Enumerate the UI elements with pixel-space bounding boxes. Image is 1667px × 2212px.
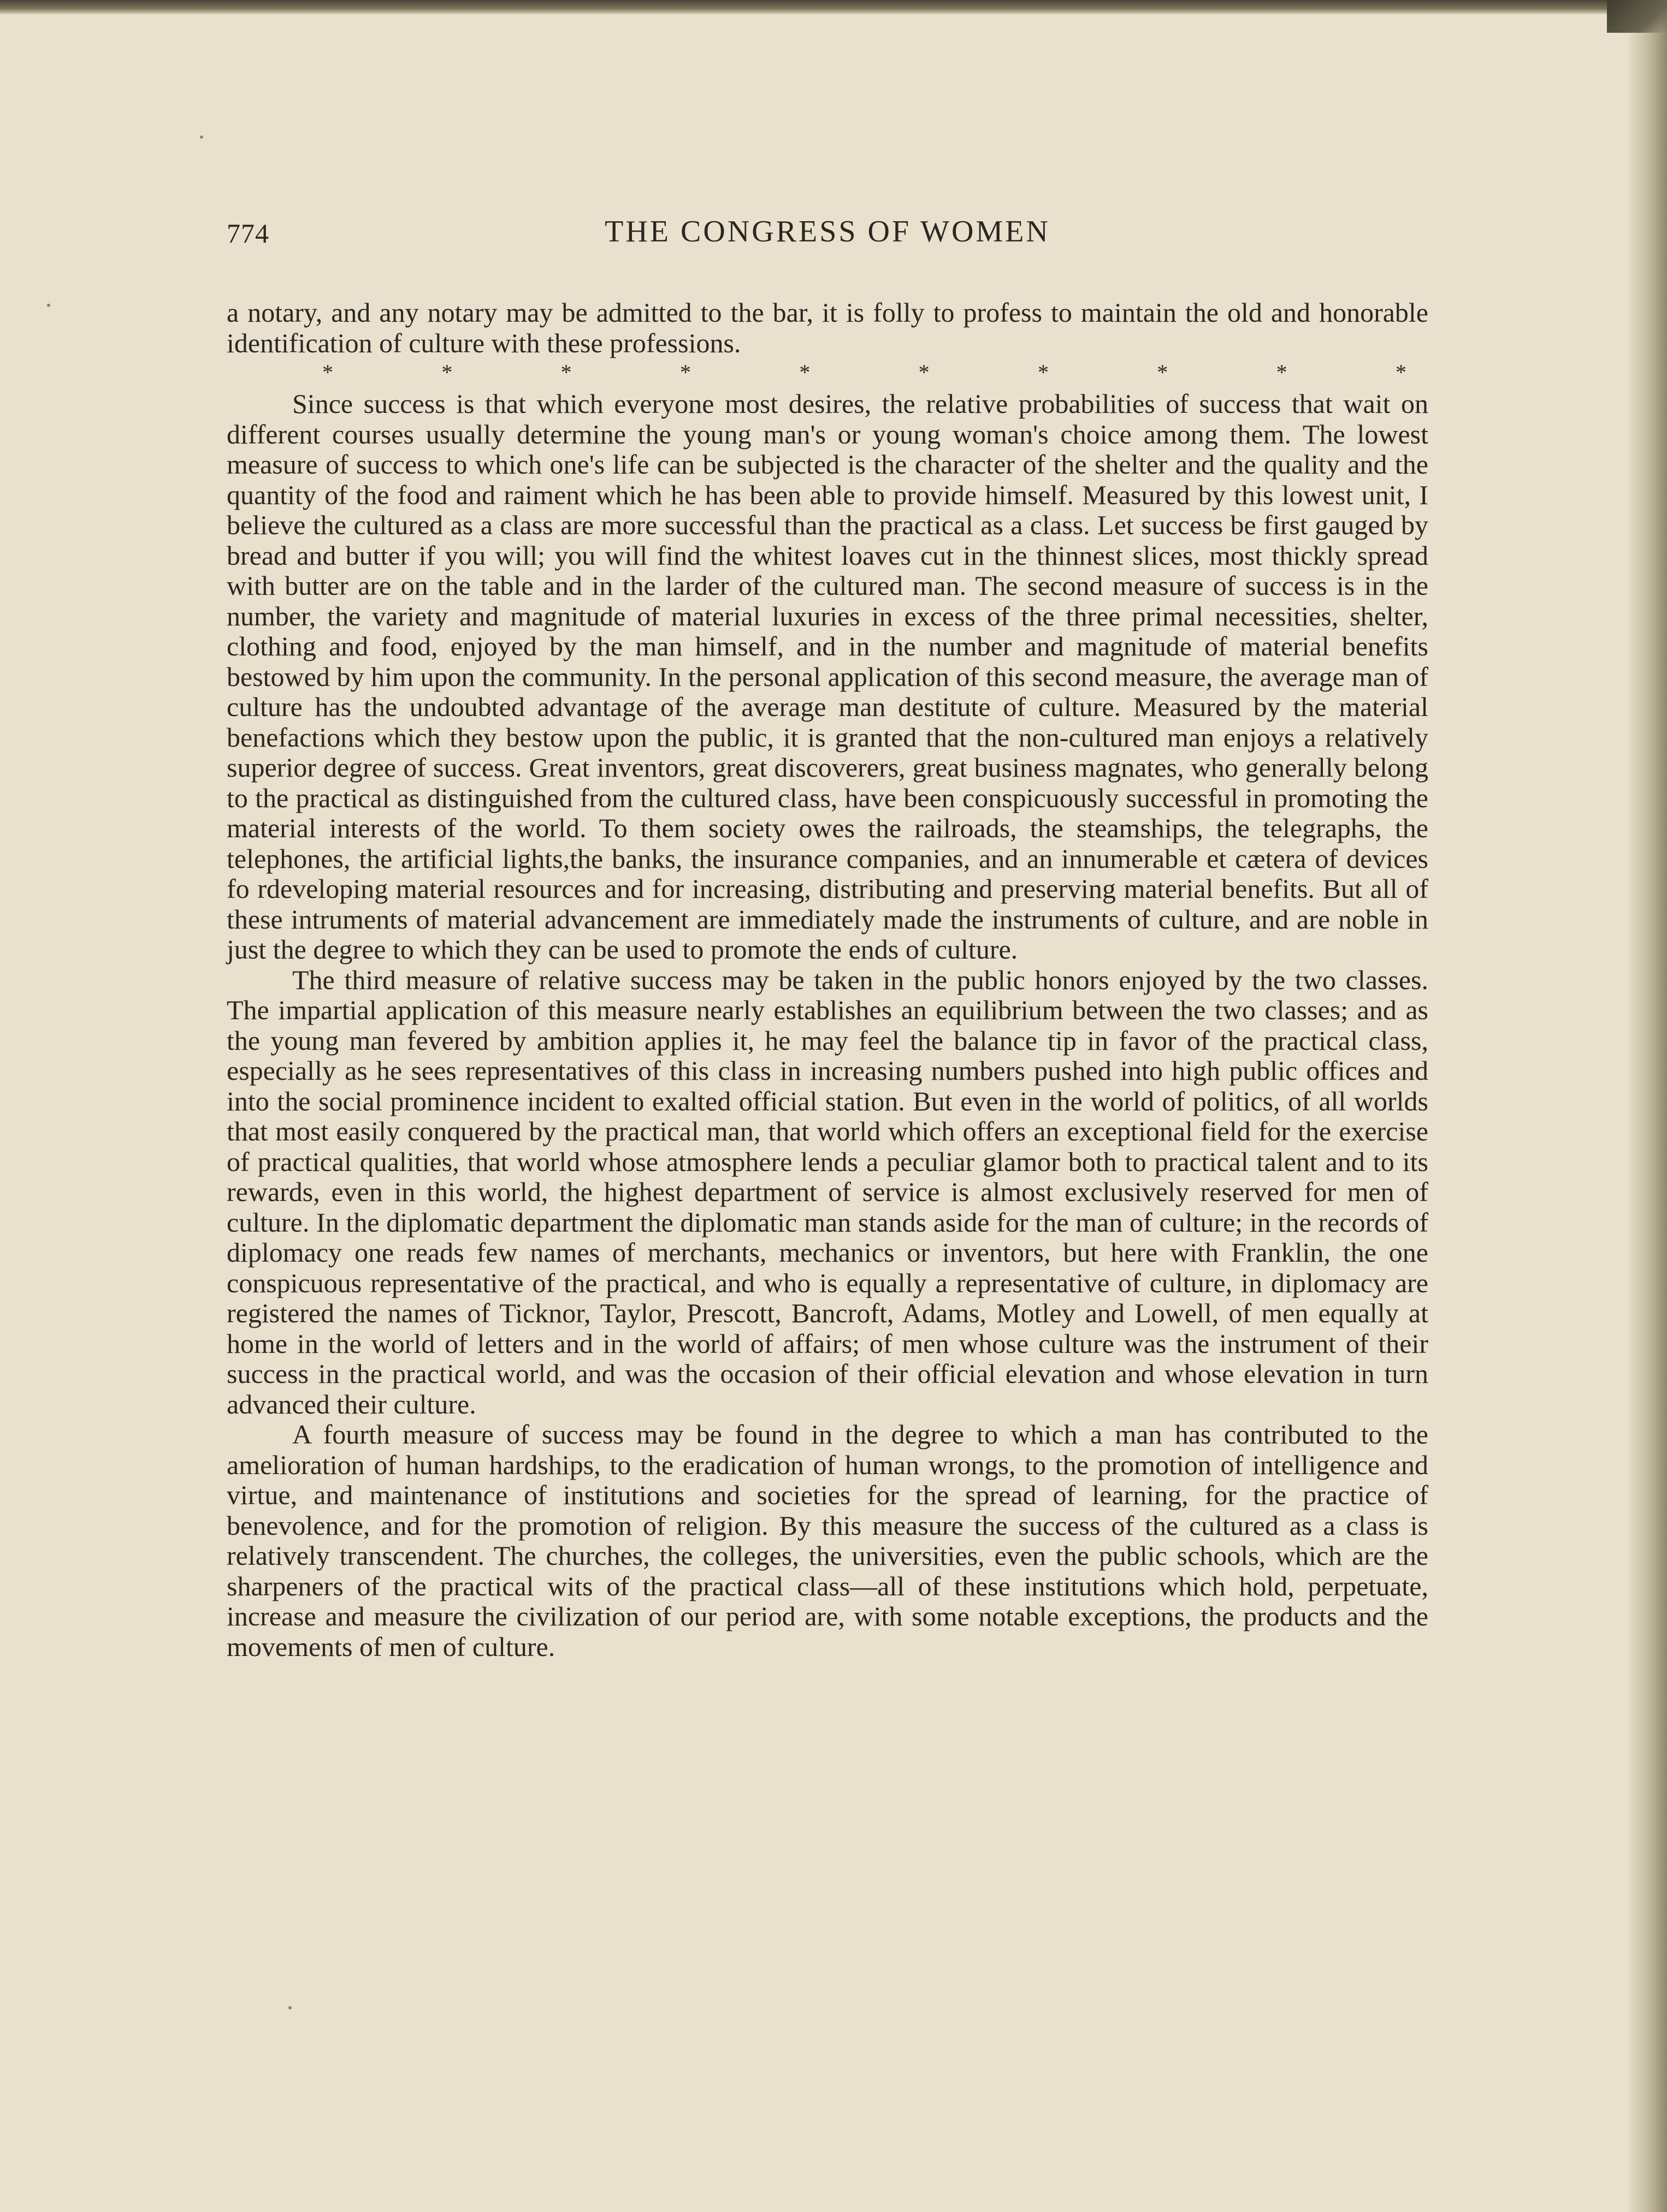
page-number: 774 bbox=[227, 218, 269, 249]
section-break-star: * bbox=[560, 360, 572, 385]
paragraph-measures-of-success: Since success is that which everyone most desires, the relative probabilities of success that wait on different courses usually determine the young man's or young woman's choice among them. The lowest measure of success to which one's life can be subjected is the character of the shelter and the quality and the quantity of the food and raiment which he has been able to provide himself. Measured by this lowest unit, I believe the cultured as a class are more successful than the practical as a class. Let success be first gauged by bread and butter if you will; you will find the whitest loaves cut in the thinnest slices, most thickly spread with butter are on the table and in the larder of the cultured man. The second measure of success is in the number, the variety and magnitude of material luxuries in excess of the three primal necessities, shelter, clothing and food, enjoyed by the man himself, and in the number and magnitude of material benefits bestowed by him upon the community. In the personal application of this second measure, the average man of culture has the undoubted advantage of the average man destitute of culture. Measured by the material benefactions which they bestow upon the public, it is granted that the non-cultured man enjoys a relatively superior degree of success. Great inventors, great discoverers, great business magnates, who generally belong to the practical as distinguished from the cultured class, have been conspicuously successful in promoting the material interests of the world. To them society owes the railroads, the steamships, the telegraphs, the telephones, the artificial lights,the banks, the insurance companies, and an innumerable et cætera of devices fo rdeveloping material resources and for increasing, distributing and preserving material benefits. But all of these intruments of material advancement are immediately made the instruments of culture, and are noble in just the degree to which they can be used to promote the ends of culture. bbox=[227, 388, 1428, 965]
section-break-star: * bbox=[1395, 360, 1406, 385]
running-title: THE CONGRESS OF WOMEN bbox=[605, 215, 1050, 249]
page-header bbox=[227, 214, 1428, 258]
paper-speck bbox=[200, 135, 203, 139]
page-binding-edge bbox=[1628, 0, 1667, 2212]
paper-speck bbox=[47, 304, 50, 307]
section-break-star: * bbox=[1276, 360, 1287, 385]
page-top-edge bbox=[0, 0, 1667, 14]
section-break-star: * bbox=[918, 360, 930, 385]
section-break-star: * bbox=[799, 360, 811, 385]
section-break-star: * bbox=[1037, 360, 1049, 385]
section-break-star: * bbox=[441, 360, 453, 385]
section-break-star: * bbox=[322, 360, 333, 385]
page-corner-shadow bbox=[1607, 0, 1667, 33]
paragraph-third-measure: The third measure of relative success may be taken in the public honors enjoyed by the two classes. The impartial application of this measure nearly establishes an equilibrium between the two classes; and as the young man fevered by ambition applies it, he may feel the balance tip in favor of the practical class, especially as he sees representatives of this class in increasing numbers pushed into high public offices and into the social prominence incident to exalted official station. But even in the world of politics, of all worlds that most easily conquered by the practical man, that world which offers an exceptional field for the exercise of practical qualities, that world whose atmosphere lends a peculiar glamor both to practical talent and to its rewards, even in this world, the highest department of service is almost exclusively reserved for men of culture. In the diplomatic department the diplomatic man stands aside for the man of culture; in the records of diplomacy one reads few names of merchants, mechanics or inventors, but here with Franklin, the one conspicuous representative of the practical, and who is equally a representative of culture, in diplomacy are registered the names of Ticknor, Taylor, Prescott, Bancroft, Adams, Motley and Lowell, of men equally at home in the world of letters and in the world of affairs; of men whose culture was the instrument of their success in the practical world, and was the occasion of their official elevation and whose elevation in turn advanced their culture. bbox=[227, 964, 1428, 1420]
section-break-star: * bbox=[679, 360, 691, 385]
opening-paragraph: a notary, and any notary may be admitted to the bar, it is folly to profess to maintain the old and honorable identification of culture with these professions. bbox=[227, 297, 1428, 358]
section-break-star: * bbox=[1157, 360, 1168, 385]
paper-speck bbox=[288, 2006, 292, 2009]
body-text bbox=[227, 298, 1428, 1662]
paragraph-fourth-measure: A fourth measure of success may be found in the degree to which a man has contributed to the amelioration of human hardships, to the eradication of human wrongs, to the promotion of intelligence and virtue, and maintenance of institutions and societies for the spread of learning, for the practice of benevolence, and for the promotion of religion. By this measure the success of the cultured as a class is relatively transcendent. The churches, the colleges, the universities, even the public schools, which are the sharpeners of the practical wits of the practical class—all of these institutions which hold, perpetuate, increase and measure the civilization of our period are, with some notable exceptions, the products and the movements of men of culture. bbox=[227, 1419, 1428, 1662]
section-break bbox=[227, 358, 1428, 387]
